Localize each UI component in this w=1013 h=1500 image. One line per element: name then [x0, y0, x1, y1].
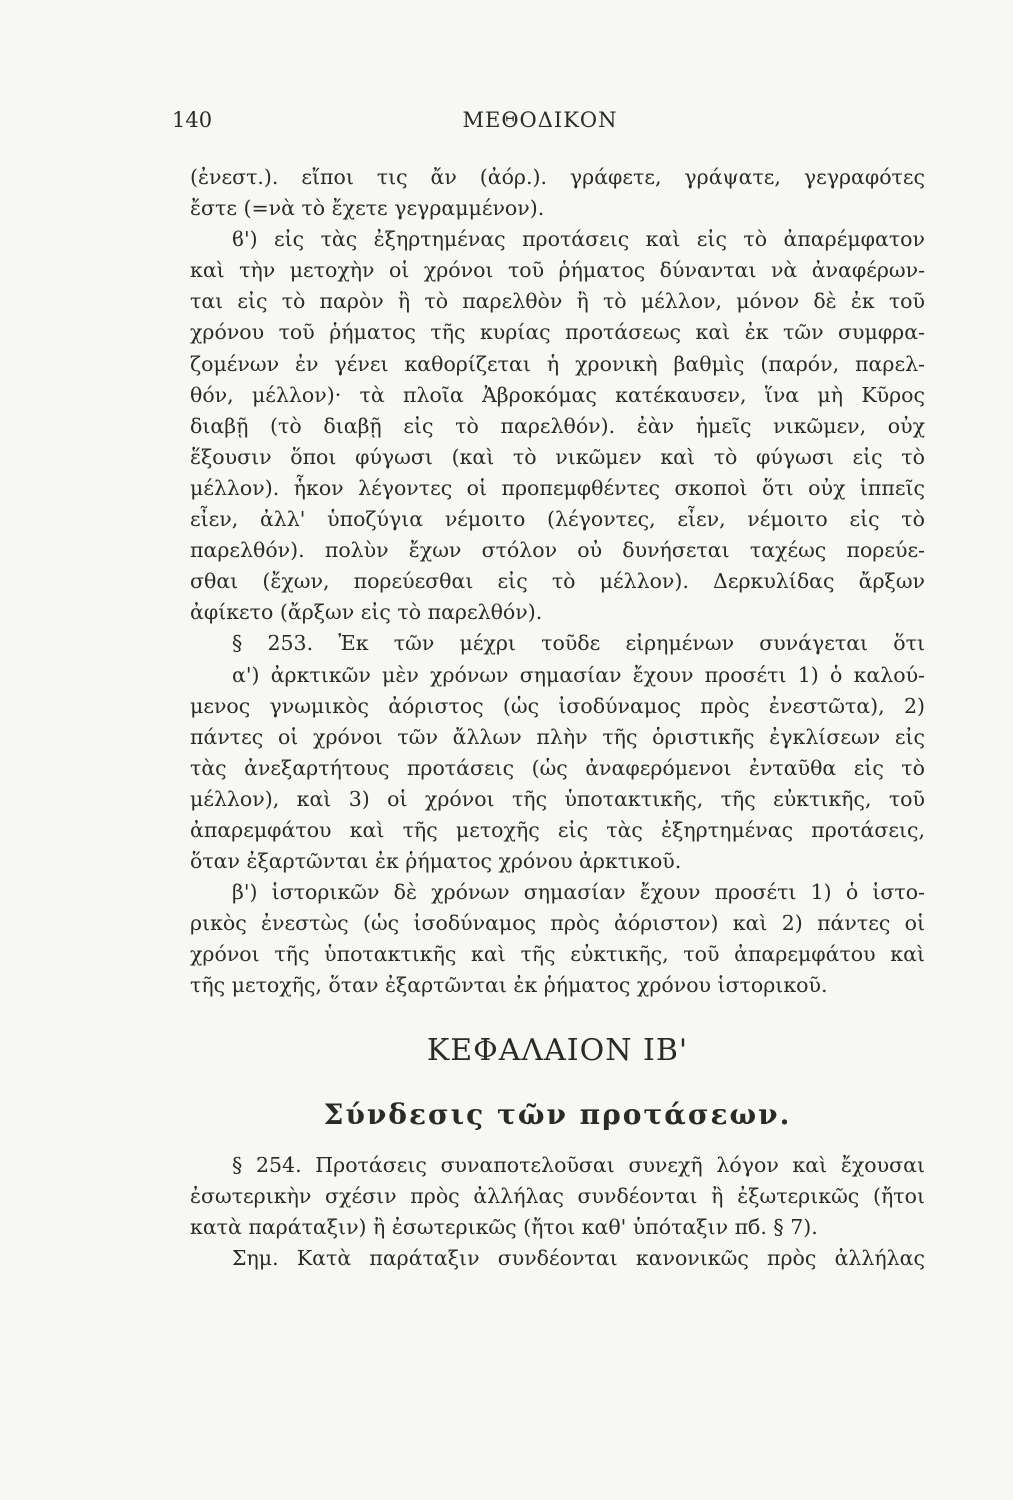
text-line: ρικὸς ἐνεστὼς (ὡς ἰσοδύναμος πρὸς ἀόριστον) καὶ 2) πάντες οἱ: [190, 911, 925, 936]
section-253-heading-line: § 253. Ἐκ τῶν μέχρι τοῦδε εἰρημένων συνάγεται ὅτι: [232, 631, 925, 656]
chapter-title: ΚΕΦΑΛΑΙΟΝ ΙΒ': [426, 1032, 689, 1068]
text-line: διαβῇ (τὸ διαβῇ εἰς τὸ παρελθόν). ἐὰν ἡμεῖς νικῶμεν, οὐχ: [190, 413, 925, 438]
text-line: ἐσωτερικὴν σχέσιν πρὸς ἀλλήλας συνδέονται ἢ ἐξωτερικῶς (ἤτοι: [190, 1183, 925, 1208]
text-line: παρελθόν). πολὺν ἔχων στόλον οὐ δυνήσεται ταχέως πορεύε-: [190, 538, 925, 563]
text-line: α') ἀρκτικῶν μὲν χρόνων σημασίαν ἔχουν προσέτι 1) ὁ καλού-: [232, 662, 925, 687]
text-line: εἶεν, ἀλλ' ὑποζύγια νέμοιτο (λέγοντες, εἶεν, νέμοιτο εἰς τὸ: [190, 507, 925, 532]
text-line: μενος γνωμικὸς ἀόριστος (ὡς ἰσοδύναμος πρὸς ἐνεστῶτα), 2): [190, 693, 925, 718]
section-254-heading-line: § 254. Προτάσεις συναποτελοῦσαι συνεχῆ λόγον καὶ ἔχουσαι: [232, 1152, 925, 1177]
text-line: ται εἰς τὸ παρὸν ἢ τὸ παρελθὸν ἢ τὸ μέλλον, μόνον δὲ ἐκ τοῦ: [190, 289, 925, 314]
text-line: ἕξουσιν ὅποι φύγωσι (καὶ τὸ νικῶμεν καὶ τὸ φύγωσι εἰς τὸ: [190, 444, 925, 469]
text-line: σθαι (ἔχων, πορεύεσθαι εἰς τὸ μέλλον). Δερκυλίδας ἄρξων: [190, 569, 925, 594]
text-line: ζομένων ἐν γένει καθορίζεται ἡ χρονικὴ βαθμὶς (παρόν, παρελ-: [190, 351, 925, 376]
text-line: τὰς ἀνεξαρτήτους προτάσεις (ὡς ἀναφερόμενοι ἐνταῦθα εἰς τὸ: [190, 755, 925, 780]
text-line: μέλλον), καὶ 3) οἱ χρόνοι τῆς ὑποτακτικῆς, τῆς εὐκτικῆς, τοῦ: [190, 786, 925, 811]
page-header: [160, 102, 920, 142]
page-body: [190, 162, 925, 1274]
text-line: χρόνου τοῦ ῥήματος τῆς κυρίας προτάσεως καὶ ἐκ τῶν συμφρα-: [190, 320, 925, 345]
note-line: Σημ. Κατὰ παράταξιν συνδέονται κανονικῶς πρὸς ἀλλήλας: [232, 1245, 925, 1270]
text-line: ϐ') εἰς τὰς ἐξηρτημένας προτάσεις καὶ εἰς τὸ ἀπαρέμφατον: [232, 227, 925, 252]
text-line: καὶ τὴν μετοχὴν οἱ χρόνοι τοῦ ῥήματος δύνανται νὰ ἀναφέρων-: [190, 258, 925, 283]
running-head: ΜΕΘΟΔΙΚΟΝ: [462, 108, 618, 132]
text-line: ἔστε (=νὰ τὸ ἔχετε γεγραμμένον).: [190, 196, 545, 221]
text-line: χρόνοι τῆς ὑποτακτικῆς καὶ τῆς εὐκτικῆς, τοῦ ἀπαρεμφάτου καὶ: [190, 942, 925, 967]
text-line: πάντες οἱ χρόνοι τῶν ἄλλων πλὴν τῆς ὁριστικῆς ἐγκλίσεων εἰς: [190, 724, 925, 749]
text-line: θόν, μέλλον)· τὰ πλοῖα Ἀβροκόμας κατέκαυσεν, ἵνα μὴ Κῦρος: [190, 382, 925, 407]
text-line: β') ἱστορικῶν δὲ χρόνων σημασίαν ἔχουν προσέτι 1) ὁ ἱστο-: [232, 880, 925, 905]
text-line: ἀφίκετο (ἄρξων εἰς τὸ παρελθόν).: [190, 600, 543, 625]
page-number: 140: [172, 108, 213, 132]
text-line: κατὰ παράταξιν) ἢ ἐσωτερικῶς (ἤτοι καθ' ὑπόταξιν πб. § 7).: [190, 1214, 818, 1239]
text-line: μέλλον). ἧκον λέγοντες οἱ προπεμφθέντες σκοποὶ ὅτι οὐχ ἱππεῖς: [190, 475, 925, 500]
chapter-subtitle: Σύνδεσις τῶν προτάσεων.: [323, 1097, 792, 1131]
text-line: τῆς μετοχῆς, ὅταν ἐξαρτῶνται ἐκ ῥήματος χρόνου ἱστορικοῦ.: [190, 973, 828, 998]
text-line: ἀπαρεμφάτου καὶ τῆς μετοχῆς εἰς τὰς ἐξηρτημένας προτάσεις,: [190, 817, 925, 842]
text-line: ὅταν ἐξαρτῶνται ἐκ ῥήματος χρόνου ἀρκτικοῦ.: [190, 849, 682, 874]
text-line: (ἐνεστ.). εἴποι τις ἄν (ἀόρ.). γράφετε, γράψατε, γεγραφότες: [190, 165, 925, 189]
